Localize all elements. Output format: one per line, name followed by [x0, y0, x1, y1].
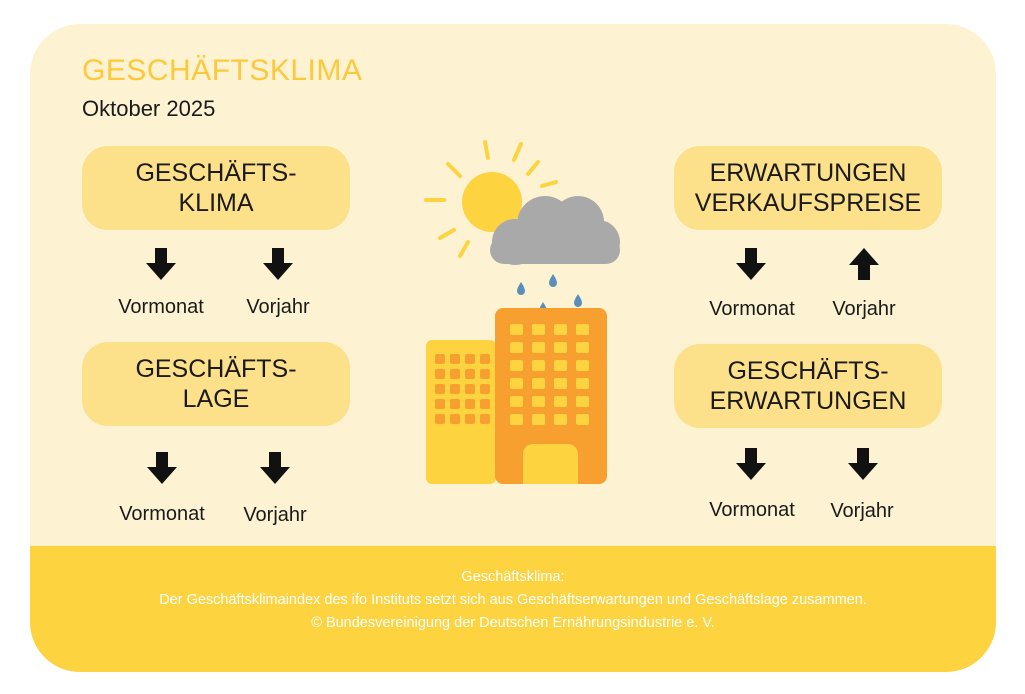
- indicator-title-line1: GESCHÄFTS-: [135, 159, 297, 187]
- indicator-title-line2: VERKAUFSPREISE: [694, 189, 922, 217]
- page-title: GESCHÄFTSKLIMA: [82, 54, 363, 87]
- infographic-card: [30, 24, 996, 672]
- label-vorjahr: Vorjahr: [830, 500, 894, 522]
- weather-building-illustration: [30, 24, 996, 544]
- label-vormonat: Vormonat: [119, 503, 205, 525]
- indicator-title-line1: GESCHÄFTS-: [727, 357, 889, 385]
- footer-note: [30, 546, 996, 672]
- label-vorjahr: Vorjahr: [246, 296, 310, 318]
- indicator-title-line2: LAGE: [182, 385, 250, 413]
- building-icon: [426, 308, 607, 484]
- footer-copyright: © Bundesvereinigung der Deutschen Ernährungsindustrie e. V.: [311, 615, 715, 631]
- label-vormonat: Vormonat: [709, 298, 795, 320]
- page-subtitle: Oktober 2025: [82, 96, 216, 121]
- footer-heading: Geschäftsklima:: [461, 569, 565, 585]
- label-vorjahr: Vorjahr: [832, 298, 896, 320]
- label-vormonat: Vormonat: [118, 296, 204, 318]
- label-vorjahr: Vorjahr: [243, 504, 307, 526]
- indicator-title-line1: ERWARTUNGEN: [709, 159, 907, 187]
- indicator-title-line1: GESCHÄFTS-: [135, 355, 297, 383]
- indicator-title-line2: KLIMA: [178, 189, 254, 217]
- footer-description: Der Geschäftsklimaindex des ifo Instituts setzt sich aus Geschäftserwartungen und Geschäftslage zusammen.: [159, 592, 867, 608]
- indicator-title-line2: ERWARTUNGEN: [709, 387, 907, 415]
- label-vormonat: Vormonat: [709, 499, 795, 521]
